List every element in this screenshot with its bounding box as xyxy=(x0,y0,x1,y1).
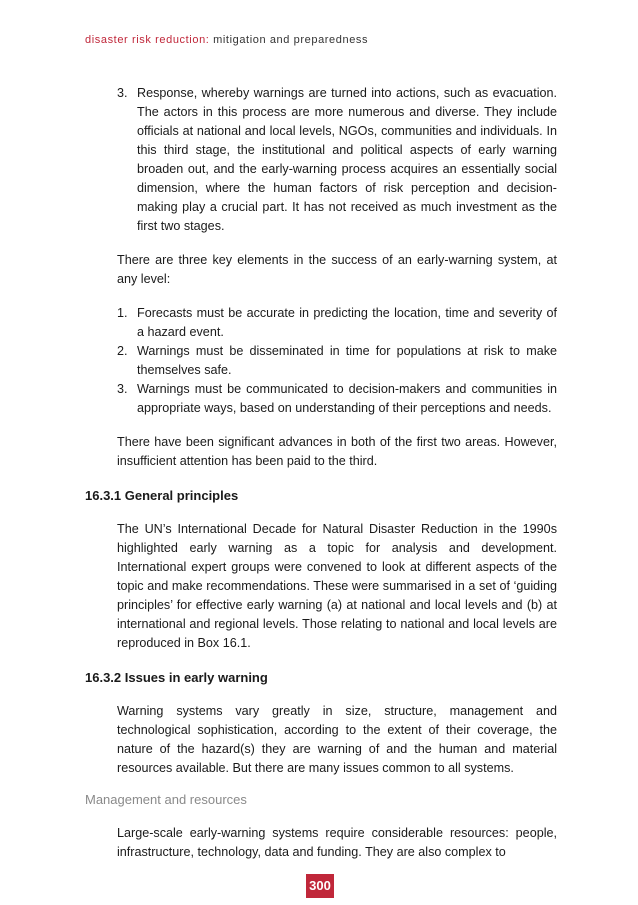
running-header-accent: disaster risk reduction: xyxy=(85,34,210,46)
key-elements-intro: There are three key elements in the success of an early-warning system, at any level: xyxy=(117,253,557,286)
list-item xyxy=(117,84,557,236)
page-content xyxy=(0,84,638,862)
running-header xyxy=(85,34,368,46)
list-item xyxy=(117,304,557,342)
subheading-management: Management and resources xyxy=(85,792,247,807)
list-item-number: 3. xyxy=(117,86,128,100)
list-item-number: 1. xyxy=(117,306,128,320)
issues-paragraph: Warning systems vary greatly in size, structure, management and technological sophistication, according to the extent of their coverage, the nature of the hazard(s) they are warning of and the human and material resources available. But there are many issues common to all systems. xyxy=(117,704,557,775)
key-elements-list xyxy=(117,304,557,418)
page-number: 300 xyxy=(306,874,334,898)
section-heading-general-principles: 16.3.1 General principles xyxy=(85,488,239,503)
section-heading-issues: 16.3.2 Issues in early warning xyxy=(85,670,268,685)
list-item-text: Warnings must be disseminated in time for populations at risk to make themselves safe. xyxy=(137,344,557,377)
list-item-number: 2. xyxy=(117,344,128,358)
list-item-number: 3. xyxy=(117,382,128,396)
list-item-text: Warnings must be communicated to decision-makers and communities in appropriate ways, based on understanding of their perceptions and needs. xyxy=(137,382,557,415)
list-item xyxy=(117,342,557,380)
list-item-text: Response, whereby warnings are turned into actions, such as evacuation. The actors in this process are more numerous and diverse. They include officials at national and local levels, NGOs, communities and individuals. In this third stage, the institutional and political aspects of early warning broaden out, and the early-warning process acquires an essentially social dimension, where the human factors of risk perception and decision-making play a crucial part. It has not received as much investment as the first two stages. xyxy=(137,86,557,233)
list-item-text: Forecasts must be accurate in predicting the location, time and severity of a hazard event. xyxy=(137,306,557,339)
general-principles-paragraph: The UN’s International Decade for Natural Disaster Reduction in the 1990s highlighted early warning as a topic for analysis and development. International expert groups were convened to look at different aspects of the topic and make recommendations. These were summarised in a set of ‘guiding principles’ for effective early warning (a) at national and local levels and (b) at international and regional levels. Those relating to national and local levels are reproduced in Box 16.1. xyxy=(117,522,557,650)
list-item xyxy=(117,380,557,418)
running-header-rest: mitigation and preparedness xyxy=(209,34,369,46)
management-paragraph: Large-scale early-warning systems require considerable resources: people, infrastructure, technology, data and funding. They are also complex to xyxy=(117,826,557,859)
advances-paragraph: There have been significant advances in both of the first two areas. However, insufficient attention has been paid to the third. xyxy=(117,435,557,468)
stage-list xyxy=(117,84,557,236)
